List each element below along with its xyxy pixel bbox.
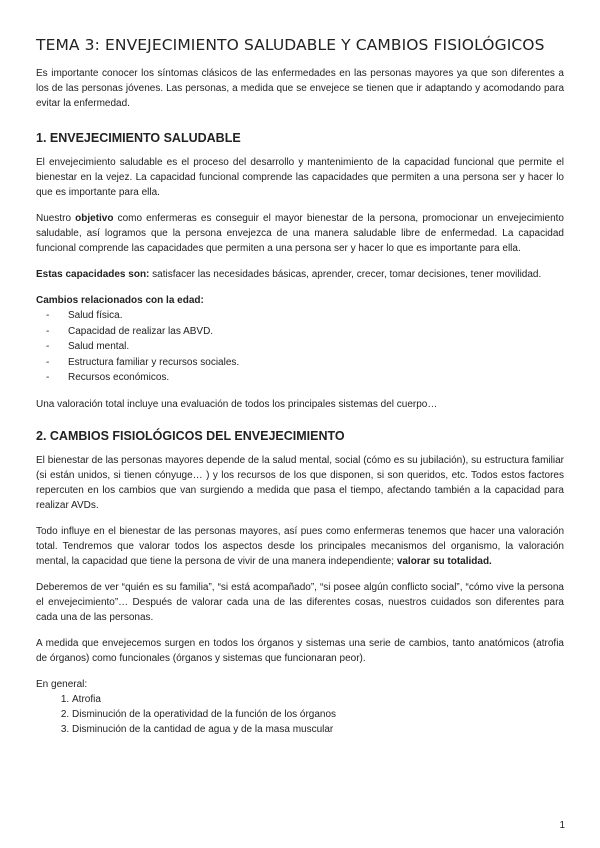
general-list-heading: En general: (36, 678, 88, 690)
capacidades-bold: Estas capacidades son: (36, 269, 150, 280)
section-1-paragraph-1: El envejecimiento saludable es el proceso del desarrollo y mantenimiento de la capacidad funcional que permite el bienestar en la vejez. La capacidad funcional comprende las capacidades que permiten a una persona ser y hacer lo que es importante para ella. (36, 157, 564, 198)
section-2-paragraph-1: El bienestar de las personas mayores depende de la salud mental, social (cómo es su jubilación), su estructura familiar (si están unidos, si tienen cónyuge… ) y los recursos de los que disponen, si son queridos, etc. Todos estos factores repercuten en los cambios que van surgiendo a medida que pasa el tiempo, afectando también a la capacidad para realizar AVDs. (36, 454, 564, 511)
totalidad-bold: valorar su totalidad. (396, 555, 492, 567)
list-item: 3. Disminución de la cantidad de agua y de la masa muscular (72, 722, 564, 737)
p2-text-pre: Nuestro (36, 213, 76, 224)
section-2-paragraph-2: Todo influye en el bienestar de las personas mayores, así pues como enfermeras tenemos que hacer una valoración total. Tendremos que valorar todos los aspectos desde los principales mecanismos del organismo, la valoración mental, la capacidad que tiene la persona de vivir de una manera independiente; valorar su totalidad. (36, 525, 564, 567)
section-1-heading: 1. ENVEJECIMIENTO SALUDABLE (36, 131, 241, 145)
list-item: - Estructura familiar y recursos sociales. (68, 355, 564, 371)
p2-text-post: como enfermeras es conseguir el mayor bienestar de la persona, promocionar un envejecimiento saludable, así logramos que la persona envejezca de una manera saludable libre de enfermedad. La capacidad funcional comprende las capacidades que permiten a una persona ser y hacer lo que es importante para ella. (36, 213, 564, 254)
section-1-paragraph-3 (36, 267, 564, 282)
list-item: 2. Disminución de la operatividad de la función de los órganos (72, 707, 564, 722)
list-item: - Salud mental. (68, 339, 564, 355)
capacidades-text: satisfacer las necesidades básicas, aprender, crecer, tomar decisiones, tener movilidad. (149, 269, 542, 280)
intro-paragraph: Es importante conocer los síntomas clásicos de las enfermedades en las personas mayores ya que son diferentes a los de las personas jóvenes. Las personas, a medida que se envejece se tienen que ir adaptando y acomodando para evitar la enfermedad. (36, 68, 564, 109)
list-item: - Capacidad de realizar las ABVD. (68, 324, 564, 340)
section-2-paragraph-4: A medida que envejecemos surgen en todos los órganos y sistemas una serie de cambios, tanto anatómicos (atrofia de órganos) como funcionales (órganos y sistemas que funcionaran peor). (36, 637, 564, 664)
objetivo-bold: objetivo (75, 213, 114, 224)
section-2-heading: 2. CAMBIOS FISIOLÓGICOS DEL ENVEJECIMIENTO (36, 428, 345, 443)
section-1-paragraph-4: Una valoración total incluye una evaluación de todos los principales sistemas del cuerpo… (36, 398, 438, 410)
list-item: - Salud física. (68, 308, 564, 324)
list-item: 1. Atrofia (72, 692, 564, 707)
age-changes-list (36, 308, 564, 386)
document-title: TEMA 3: ENVEJECIMIENTO SALUDABLE Y CAMBIOS FISIOLÓGICOS (36, 36, 545, 54)
changes-list-heading: Cambios relacionados con la edad: (36, 295, 204, 306)
page-number: 1 (559, 820, 565, 831)
section-1-paragraph-2 (36, 211, 564, 256)
list-item: - Recursos económicos. (68, 370, 564, 386)
section-2-paragraph-3: Deberemos de ver “quién es su familia”, “si está acompañado”, “si posee algún conflicto social”, “cómo vive la persona el envejecimiento”… Después de valorar cada una de las diferentes cosas, nuestros cuidados son diferentes para cada una de las personas. (36, 581, 564, 623)
general-changes-list (36, 692, 564, 737)
document-page (36, 36, 564, 737)
